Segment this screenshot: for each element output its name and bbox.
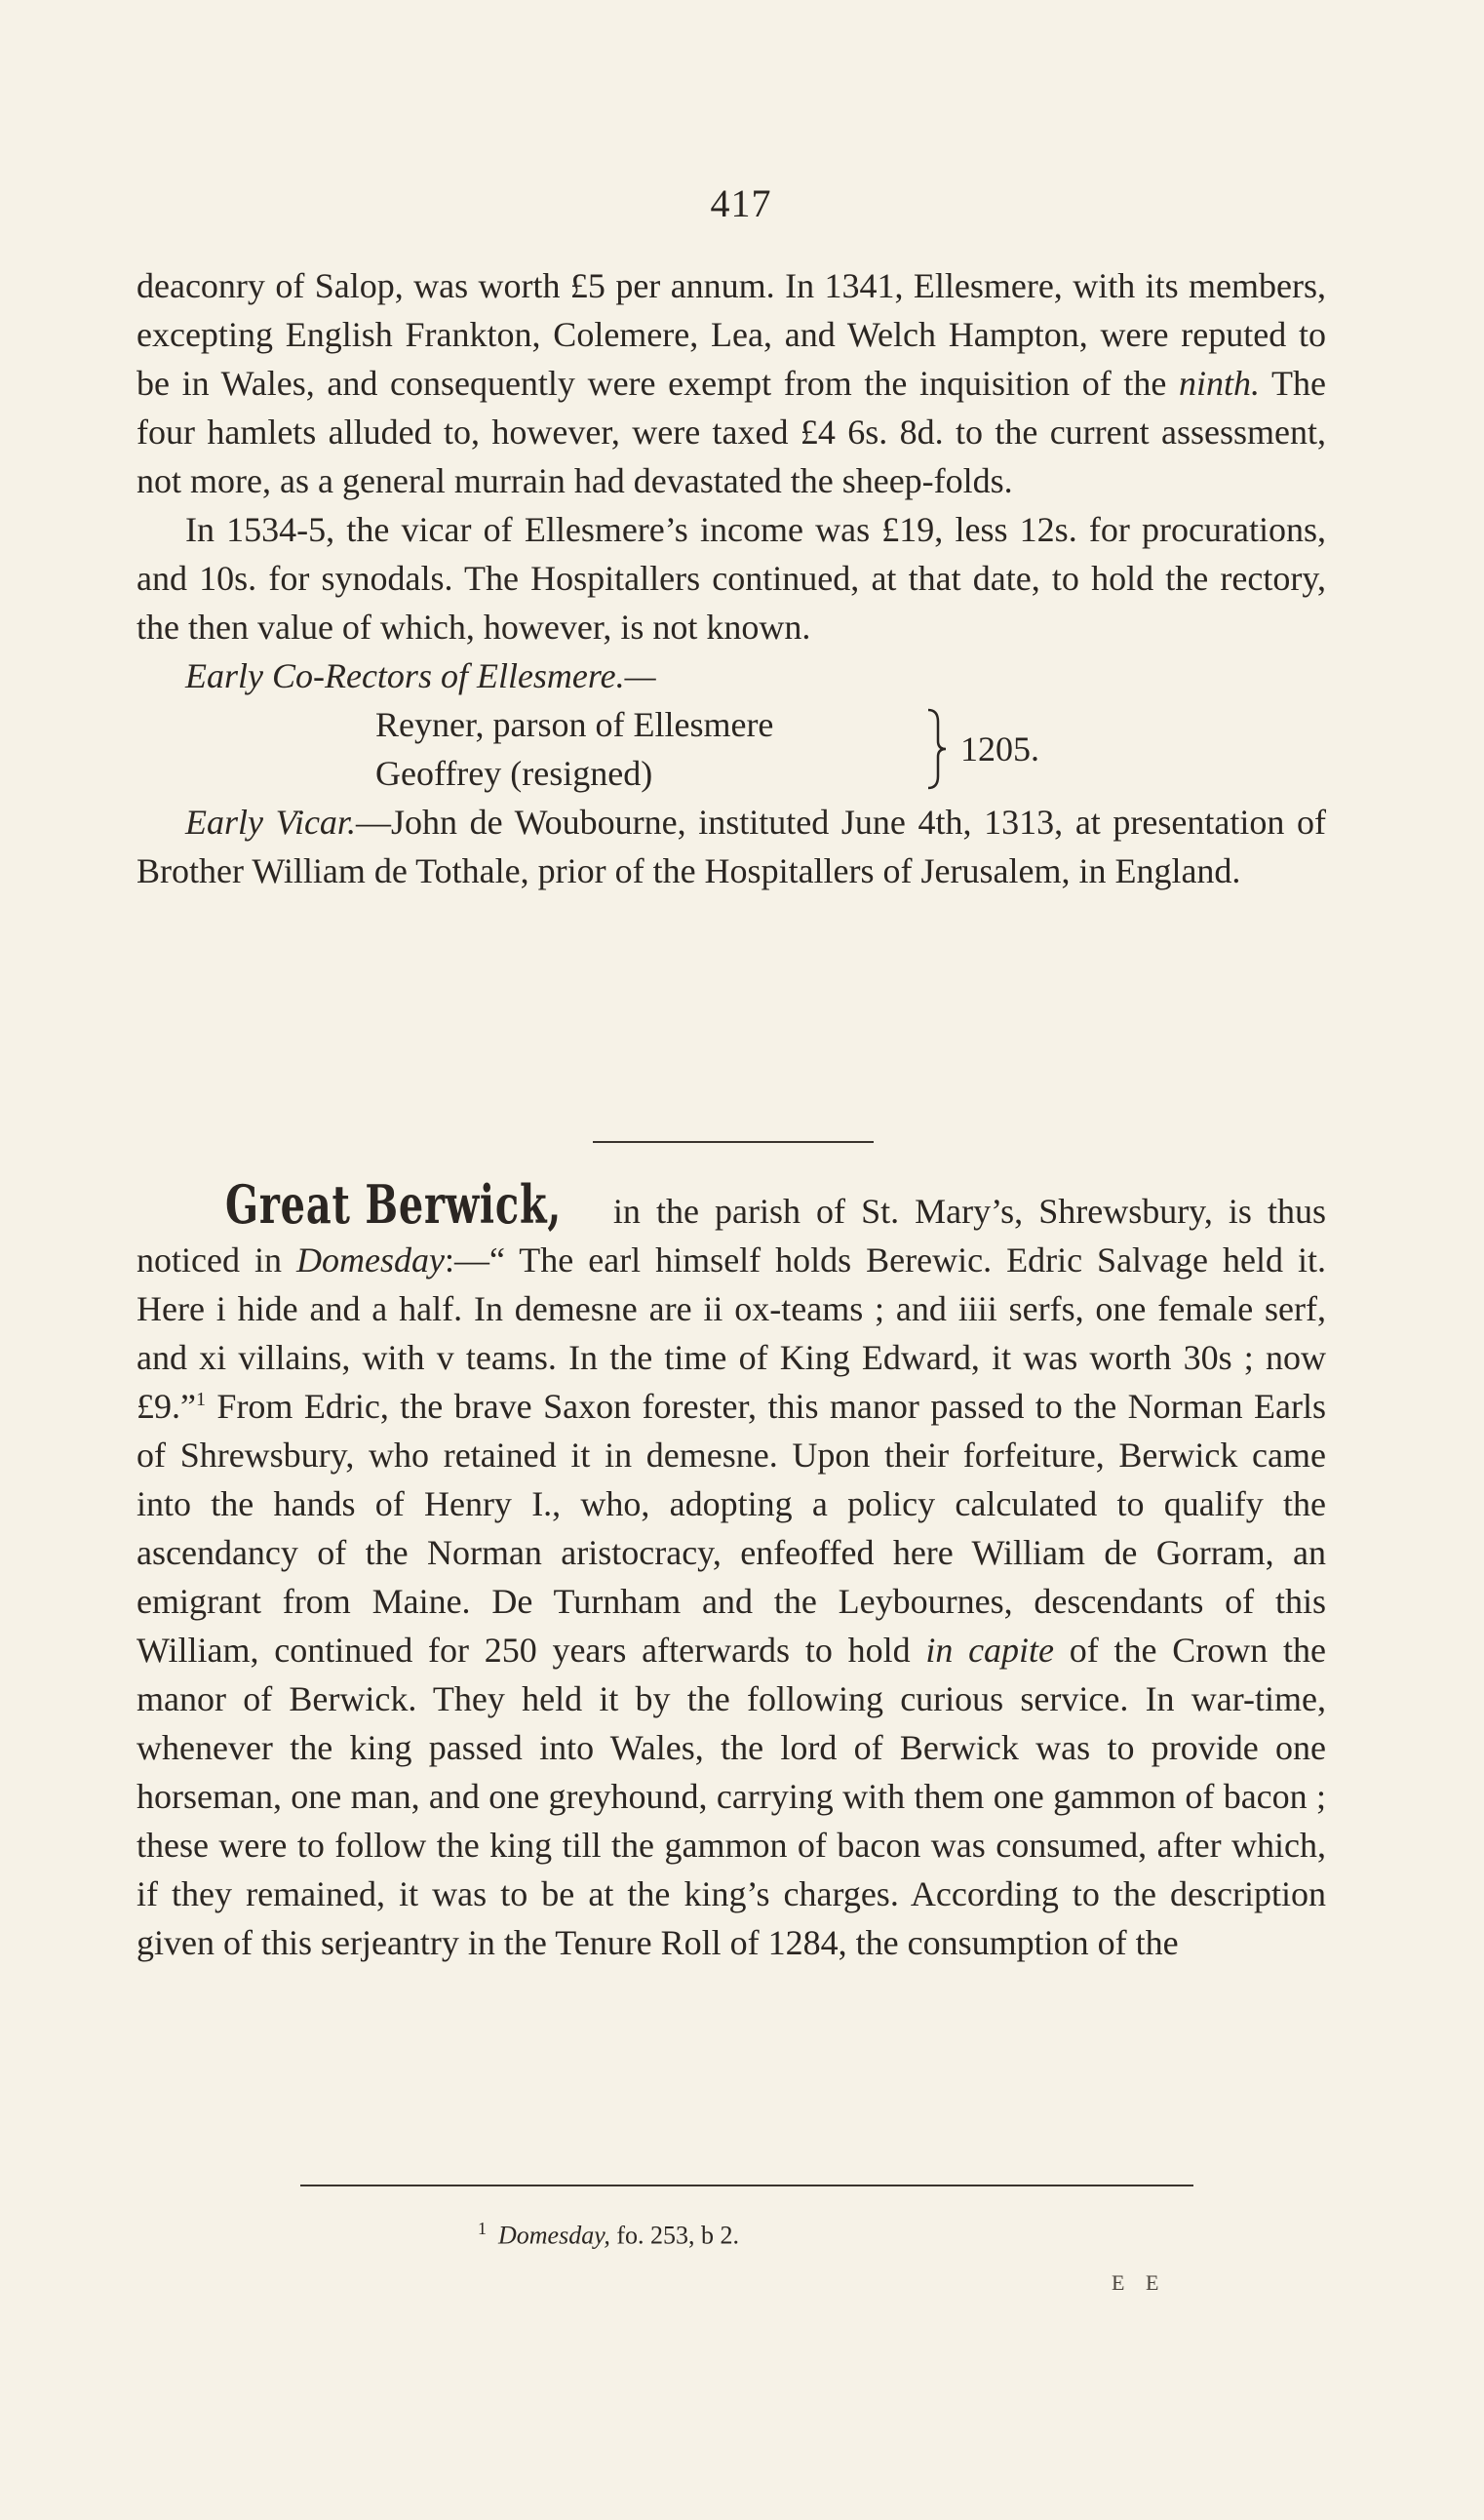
- rectors-year: 1205.: [960, 729, 1039, 768]
- paragraph-vicar-income: In 1534-5, the vicar of Ellesmere’s income was £19, less 12s. for procurations, and 10s. for synodals. The Hospitallers continued, at that date, to hold the rectory, the then value of which, however, is not known.: [137, 510, 1326, 647]
- footnote-source: Domesday,: [498, 2221, 610, 2250]
- footnote-text: fo. 253, b 2.: [609, 2221, 739, 2250]
- co-rectors-heading: Early Co-Rectors of Ellesmere.—: [185, 656, 656, 695]
- rector-name: Geoffrey (resigned): [375, 754, 653, 793]
- paragraph-text: :—“ The earl himself holds Berewic. Edric Salvage held it. Here i hide and a half. In demesne are ii ox-teams ; and iiii serfs, one female serf, and xi villains, with v teams. In the time of King Edward, it was worth 30s ; now £9.”: [137, 1240, 1327, 1426]
- co-rectors-list: [375, 700, 1155, 798]
- section-divider: [593, 1141, 874, 1143]
- paragraph-text: in the parish of St. Mary’s, Shrewsbury, is thus noticed in: [137, 1192, 1326, 1280]
- paragraph-deaconry: [137, 261, 1326, 505]
- right-brace-icon: [926, 708, 948, 790]
- paragraph-great-berwick: [137, 1173, 1327, 1967]
- italic-domesday: Domesday: [295, 1240, 445, 1280]
- rector-name: Reyner, parson of Ellesmere: [375, 705, 774, 744]
- paragraph-text: The four hamlets alluded to, however, were taxed £4 6s. 8d. to the current assessment, not more, as a general murrain had devastated the sheep-folds.: [137, 364, 1326, 500]
- great-berwick-section: [137, 1173, 1327, 1967]
- early-vicar-paragraph: [137, 798, 1326, 895]
- signature-mark: E E: [1112, 2270, 1167, 2295]
- early-vicar-label: Early Vicar.: [185, 803, 356, 842]
- paragraph-text: —John de Woubourne, instituted June 4th, 1313, at presentation of Brother William de Tothale, prior of the Hospitallers of Jerusalem, in England.: [137, 803, 1327, 890]
- section-heading: Great Berwick,: [225, 1173, 563, 1236]
- footnote-divider: [300, 2185, 1193, 2186]
- paragraph-text: From Edric, the brave Saxon forester, this manor passed to the Norman Earls of Shrewsbury, who retained it in demesne. Upon their forfeiture, Berwick came into the hands of Henry I., who, adopting a policy calculated to qualify the ascendancy of the Norman aristocracy, enfeoffed here William de Gorram, an emigrant from Maine. De Turnham and the Leybournes, descendants of this William, continued for 250 years afterwards to hold: [137, 1387, 1326, 1670]
- page-number: 417: [710, 181, 772, 225]
- italic-in-capite: in capite: [925, 1631, 1055, 1670]
- footnote-mark: 1: [478, 2219, 487, 2238]
- footnote-reference[interactable]: 1: [195, 1389, 206, 1410]
- footnote: [478, 2212, 739, 2253]
- paragraph-text: deaconry of Salop, was worth £5 per annum. In 1341, Ellesmere, with its members, excepting English Frankton, Colemere, Lea, and Welch Hampton, were reputed to be in Wales, and consequently were exempt from the inquisition of the: [137, 266, 1326, 403]
- ellesmere-section: [137, 261, 1326, 895]
- italic-ninth: ninth.: [1179, 364, 1261, 403]
- paragraph-text: of the Crown the manor of Berwick. They held it by the following curious service. In war-time, whenever the king passed into Wales, the lord of Berwick was to provide one horseman, one man, and one greyhound, carrying with them one gammon of bacon ; these were to follow the king till the gammon of bacon was consumed, after which, if they remained, it was to be at the king’s charges. According to the description given of this serjeantry in the Tenure Roll of 1284, the consumption of the: [137, 1631, 1326, 1962]
